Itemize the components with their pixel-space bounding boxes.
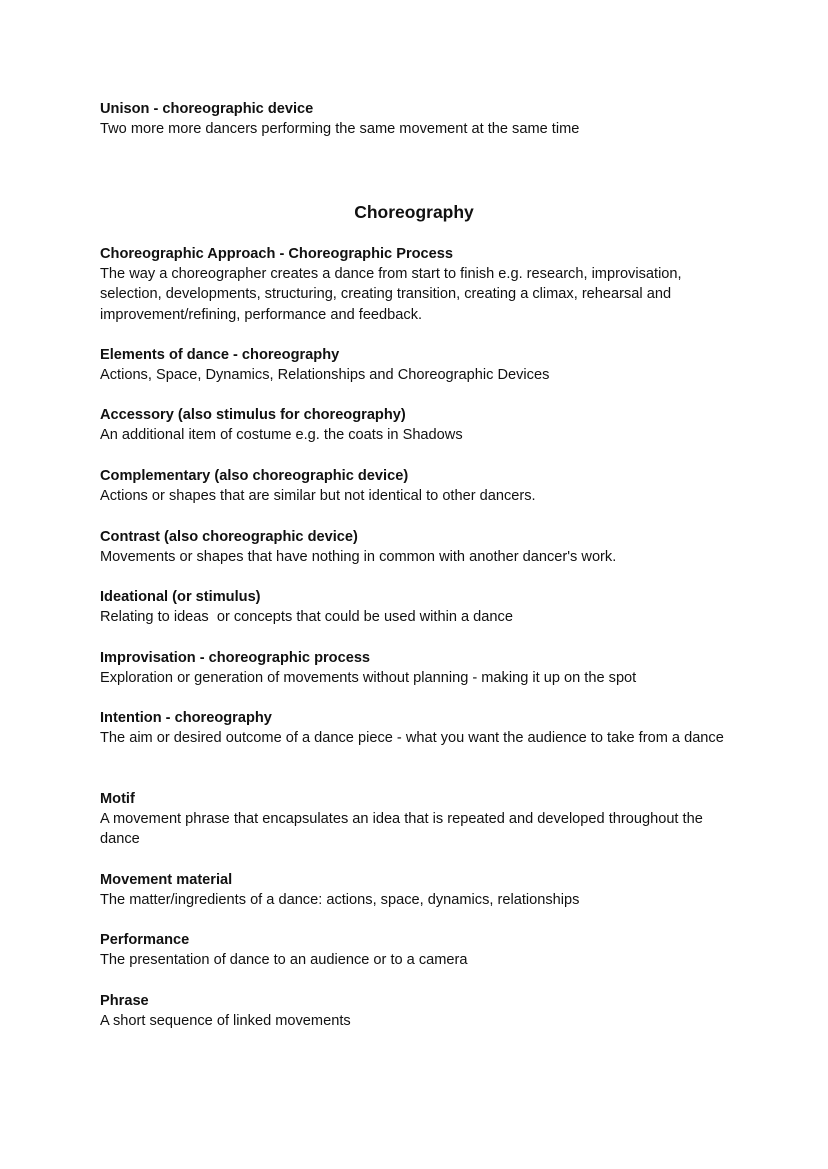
entry-term: Improvisation - choreographic process — [100, 650, 371, 666]
entry-definition: The matter/ingredients of a dance: actions, space, dynamics, relationships — [100, 892, 580, 909]
glossary-entry — [100, 991, 730, 1031]
entry-term: Unison - choreographic device — [100, 101, 314, 117]
entry-term: Intention - choreography — [100, 710, 272, 726]
entry-term: Choreographic Approach - Choreographic Process — [100, 246, 454, 262]
glossary-entry — [100, 870, 730, 910]
entry-term: Phrase — [100, 993, 149, 1009]
entry-term: Movement material — [100, 872, 233, 888]
glossary-entry — [100, 466, 730, 506]
glossary-entry — [100, 345, 730, 385]
entry-definition: Movements or shapes that have nothing in common with another dancer's work. — [100, 549, 617, 566]
glossary-entry — [100, 527, 730, 567]
entry-term: Elements of dance - choreography — [100, 347, 340, 363]
glossary-entry — [100, 930, 730, 970]
glossary-entry — [100, 244, 730, 325]
entry-term: Performance — [100, 932, 190, 948]
entry-definition: Exploration or generation of movements without planning - making it up on the spot — [100, 670, 637, 687]
glossary-entry — [100, 789, 730, 850]
entry-definition: Actions, Space, Dynamics, Relationships and Choreographic Devices — [100, 367, 550, 384]
glossary-entry — [100, 708, 730, 748]
entry-definition: The way a choreographer creates a dance from start to finish e.g. research, improvisation, selection, developments, structuring, creating transition, creating a climax, rehearsal and improvement/refining, performance and feedback. — [100, 266, 682, 323]
glossary-entry — [100, 587, 730, 627]
entry-term: Ideational (or stimulus) — [100, 589, 261, 605]
entry-term: Contrast (also choreographic device) — [100, 529, 358, 545]
entry-definition: An additional item of costume e.g. the coats in Shadows — [100, 427, 463, 444]
entry-definition: The aim or desired outcome of a dance piece - what you want the audience to take from a dance — [100, 730, 724, 747]
entry-definition: The presentation of dance to an audience or to a camera — [100, 952, 468, 969]
glossary-entry — [100, 405, 730, 445]
entry-term: Complementary (also choreographic device) — [100, 468, 409, 484]
entry-term: Accessory (also stimulus for choreography) — [100, 407, 406, 423]
entry-definition: A short sequence of linked movements — [100, 1013, 351, 1030]
entry-definition: Relating to ideas or concepts that could be used within a dance — [100, 609, 513, 626]
glossary-entry — [100, 648, 730, 688]
glossary-entry-unison — [100, 99, 730, 139]
entry-definition: Actions or shapes that are similar but not identical to other dancers. — [100, 488, 536, 505]
entry-definition: Two more more dancers performing the same movement at the same time — [100, 121, 580, 138]
entry-term: Motif — [100, 791, 135, 807]
entry-definition: A movement phrase that encapsulates an idea that is repeated and developed throughout the dance — [100, 811, 703, 848]
section-title: Choreography — [354, 202, 474, 222]
